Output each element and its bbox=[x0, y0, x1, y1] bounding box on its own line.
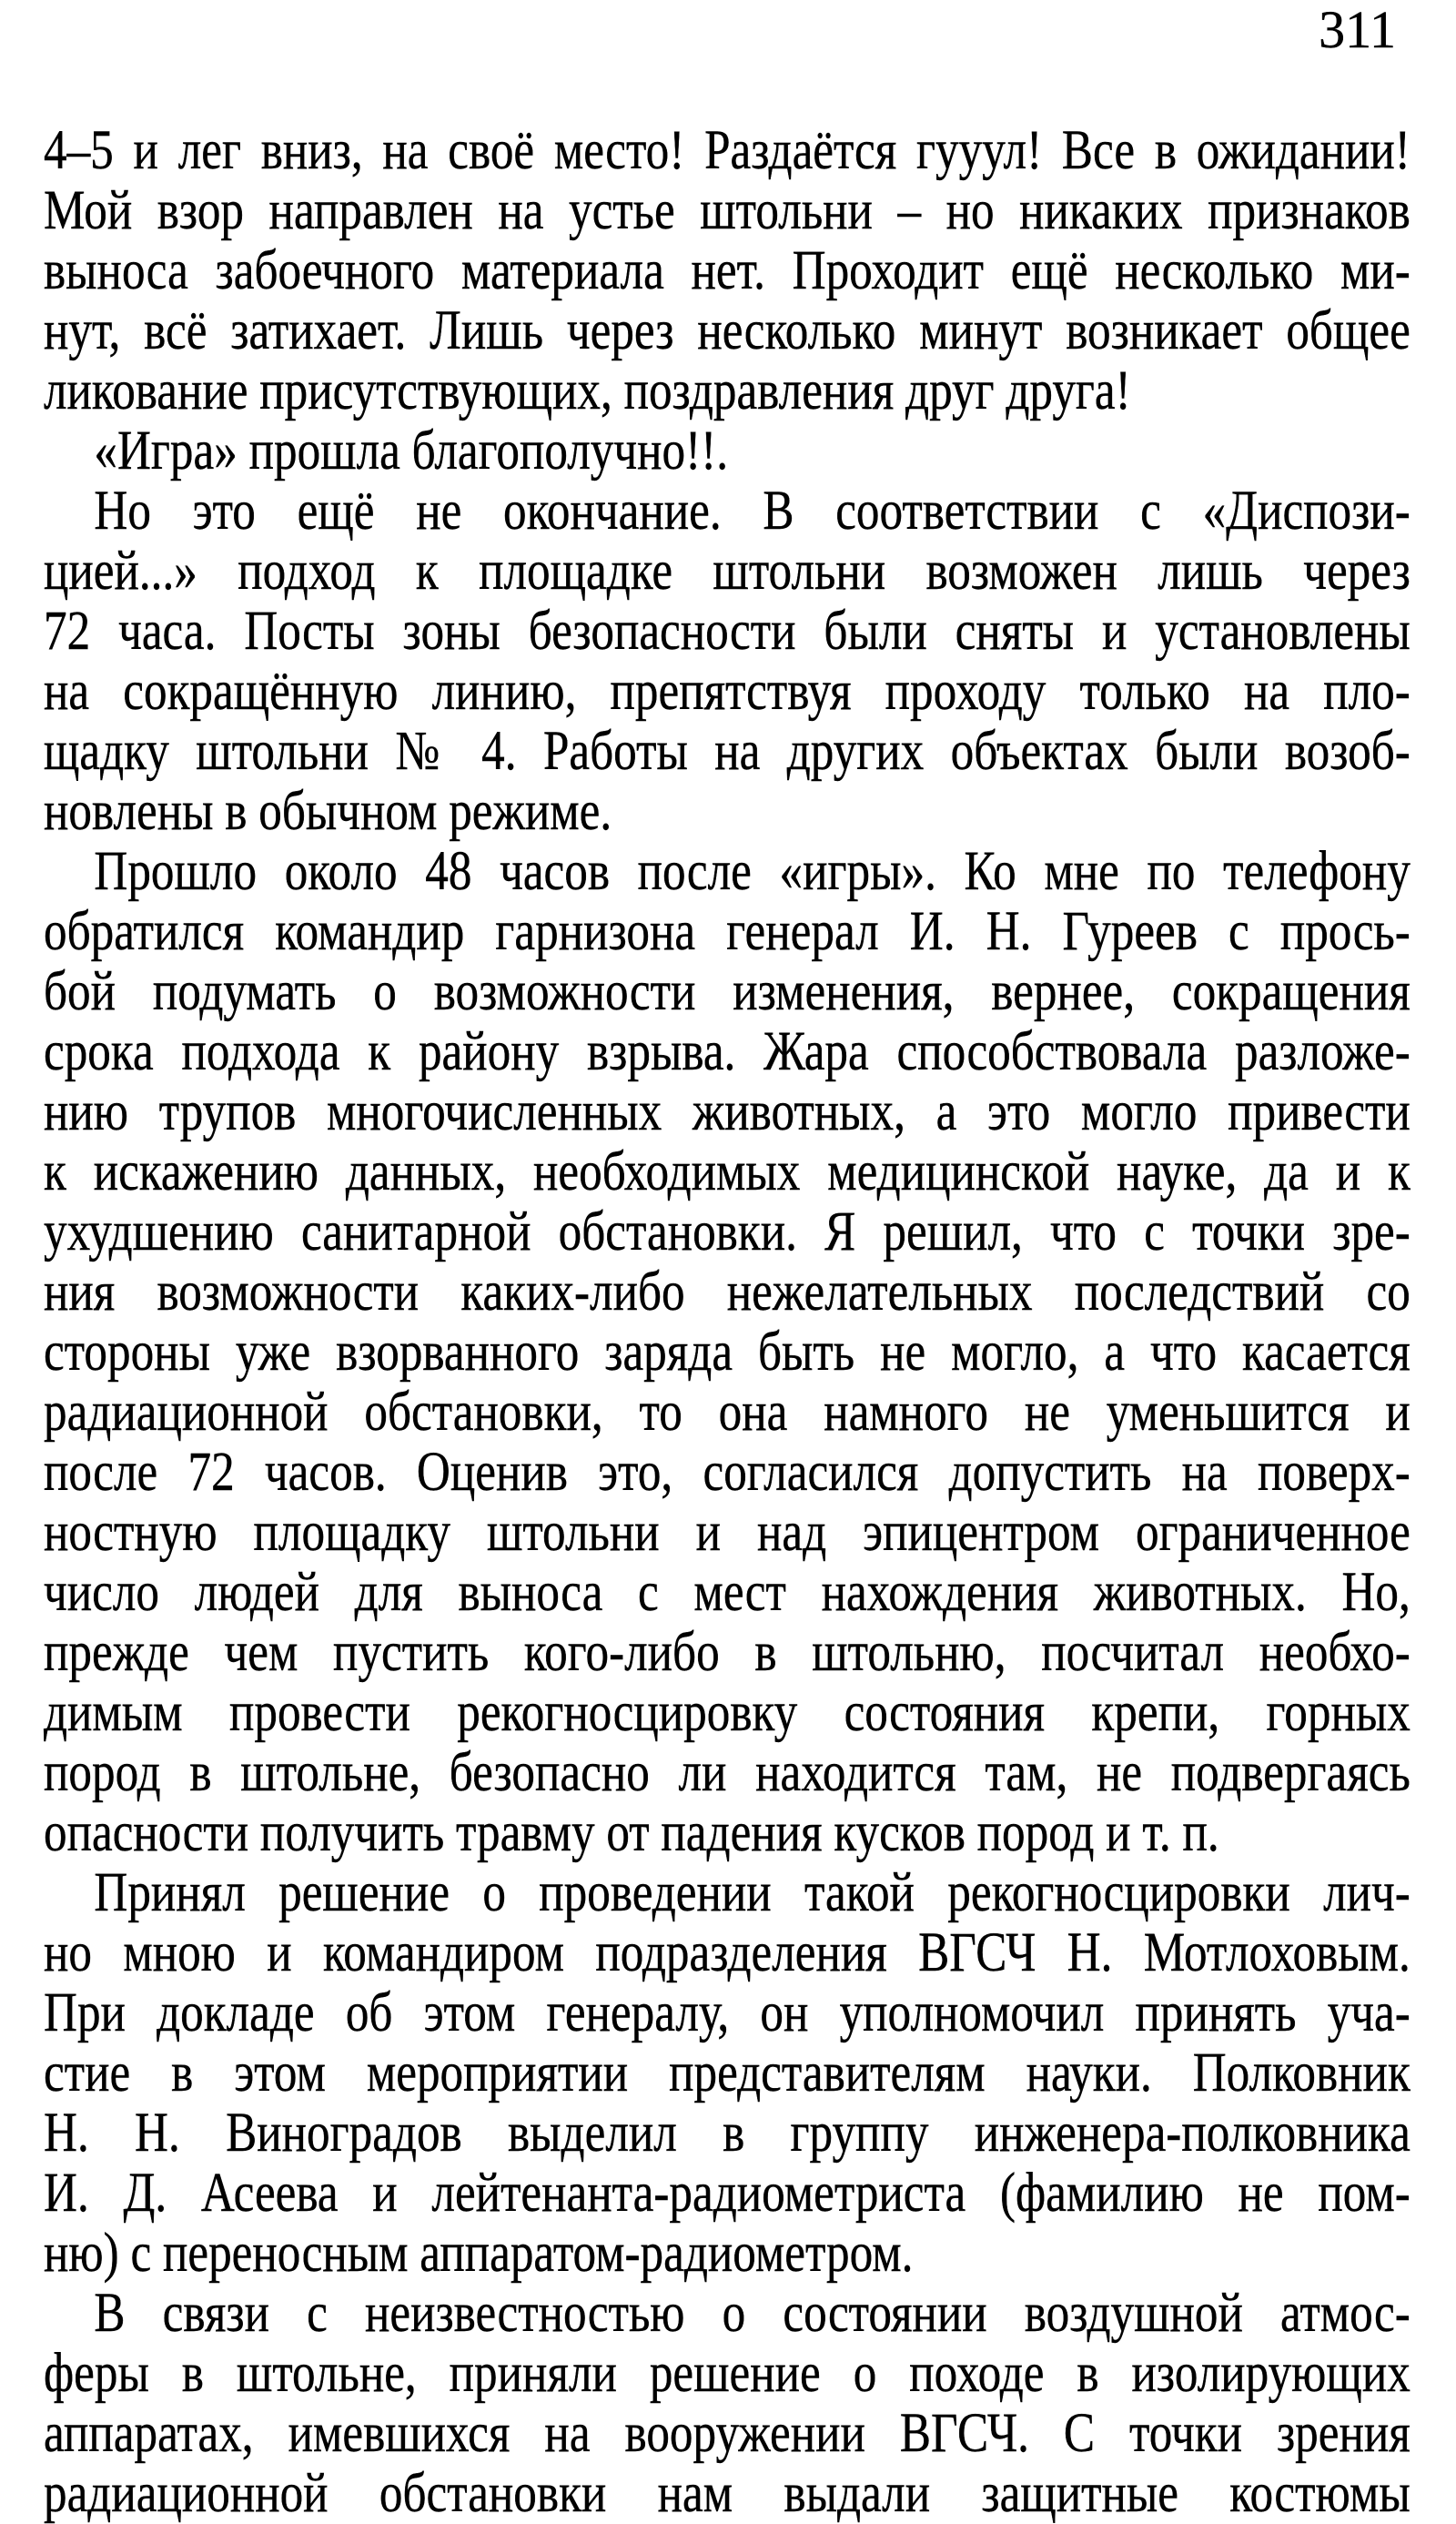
text-line: ностную площадку штольни и над эпицентром ограниченное bbox=[44, 1502, 1410, 1563]
paragraph bbox=[44, 1863, 1410, 2284]
page-number: 311 bbox=[1319, 0, 1396, 59]
text-line: цией...» подход к площадке штольни возможен лишь через bbox=[44, 541, 1410, 602]
text-line: новлены в обычном режиме. bbox=[44, 781, 612, 842]
text-line: аппаратах, имевшихся на вооружении ВГСЧ. С точки зрения bbox=[44, 2403, 1410, 2464]
text-line: стие в этом мероприятии представителям науки. Полковник bbox=[44, 2043, 1410, 2103]
text-line: При докладе об этом генералу, он уполномочил принять уча- bbox=[44, 1982, 1410, 2043]
text-line: ню) с переносным аппаратом-радиометром. bbox=[44, 2223, 914, 2284]
text-line: к искажению данных, необходимых медицинской науке, да и к bbox=[44, 1141, 1410, 1202]
text-line: стороны уже взорванного заряда быть не могло, а что касается bbox=[44, 1322, 1410, 1383]
text-line: но мною и командиром подразделения ВГСЧ Н. Мотлоховым. bbox=[44, 1922, 1410, 1983]
text-line: на сокращённую линию, препятствуя проходу только на пло- bbox=[44, 661, 1410, 722]
text-line: срока подхода к району взрыва. Жара способствовала разложе- bbox=[44, 1021, 1410, 1082]
text-line: Мой взор направлен на устье штольни – но никаких признаков bbox=[44, 180, 1410, 241]
text-line: опасности получить травму от падения кусков пород и т. п. bbox=[44, 1802, 1219, 1863]
text-line: Н. Н. Виноградов выделил в группу инженера-полковника bbox=[44, 2103, 1410, 2164]
text-line: ликование присутствующих, поздравления друг друга! bbox=[44, 360, 1131, 421]
text-line: ухудшению санитарной обстановки. Я решил, что с точки зре- bbox=[44, 1201, 1410, 1262]
text-line: выноса забоечного материала нет. Проходит ещё несколько ми- bbox=[44, 240, 1410, 301]
body-text bbox=[44, 121, 1410, 2524]
paragraph bbox=[44, 2284, 1410, 2524]
text-line: И. Д. Асеева и лейтенанта-радиометриста (фамилию не пом- bbox=[44, 2163, 1410, 2224]
text-line: Прошло около 48 часов после «игры». Ко мне по телефону bbox=[94, 841, 1410, 902]
text-line: число людей для выноса с мест нахождения животных. Но, bbox=[44, 1562, 1410, 1623]
text-line: ния возможности каких-либо нежелательных последствий со bbox=[44, 1262, 1410, 1323]
text-line: 4–5 и лег вниз, на своё место! Раздаётся гууул! Все в ожидании! bbox=[44, 120, 1410, 181]
text-line: радиационной обстановки нам выдали защитные костюмы bbox=[44, 2463, 1410, 2524]
text-line: после 72 часов. Оценив это, согласился допустить на поверх- bbox=[44, 1442, 1410, 1503]
paragraph bbox=[44, 842, 1410, 1863]
text-line: 72 часа. Посты зоны безопасности были сняты и установлены bbox=[44, 601, 1410, 662]
text-line: В связи с неизвестностью о состоянии воздушной атмос- bbox=[94, 2283, 1410, 2344]
paragraph bbox=[44, 481, 1410, 842]
text-line: нут, всё затихает. Лишь через несколько минут возникает общее bbox=[44, 300, 1410, 361]
text-line: обратился командир гарнизона генерал И. Н. Гуреев с прось- bbox=[44, 901, 1410, 962]
paragraph bbox=[44, 421, 1410, 481]
text-line: Принял решение о проведении такой рекогносцировки лич- bbox=[94, 1862, 1410, 1923]
text-line: димым провести рекогносцировку состояния крепи, горных bbox=[44, 1682, 1410, 1743]
paragraph bbox=[44, 121, 1410, 421]
text-line: Но это ещё не окончание. В соответствии с «Диспози- bbox=[94, 481, 1410, 542]
text-line: феры в штольне, приняли решение о походе в изолирующих bbox=[44, 2343, 1410, 2404]
text-line: щадку штольни № 4. Работы на других объектах были возоб- bbox=[44, 721, 1410, 782]
text-line: нию трупов многочисленных животных, а это могло привести bbox=[44, 1081, 1410, 1142]
text-line: «Игра» прошла благополучно!!. bbox=[94, 421, 728, 481]
text-line: бой подумать о возможности изменения, вернее, сокращения bbox=[44, 961, 1410, 1022]
text-line: радиационной обстановки, то она намного не уменьшится и bbox=[44, 1382, 1410, 1443]
text-line: прежде чем пустить кого-либо в штольню, посчитал необхо- bbox=[44, 1622, 1410, 1683]
text-line: пород в штольне, безопасно ли находится там, не подвергаясь bbox=[44, 1742, 1410, 1803]
